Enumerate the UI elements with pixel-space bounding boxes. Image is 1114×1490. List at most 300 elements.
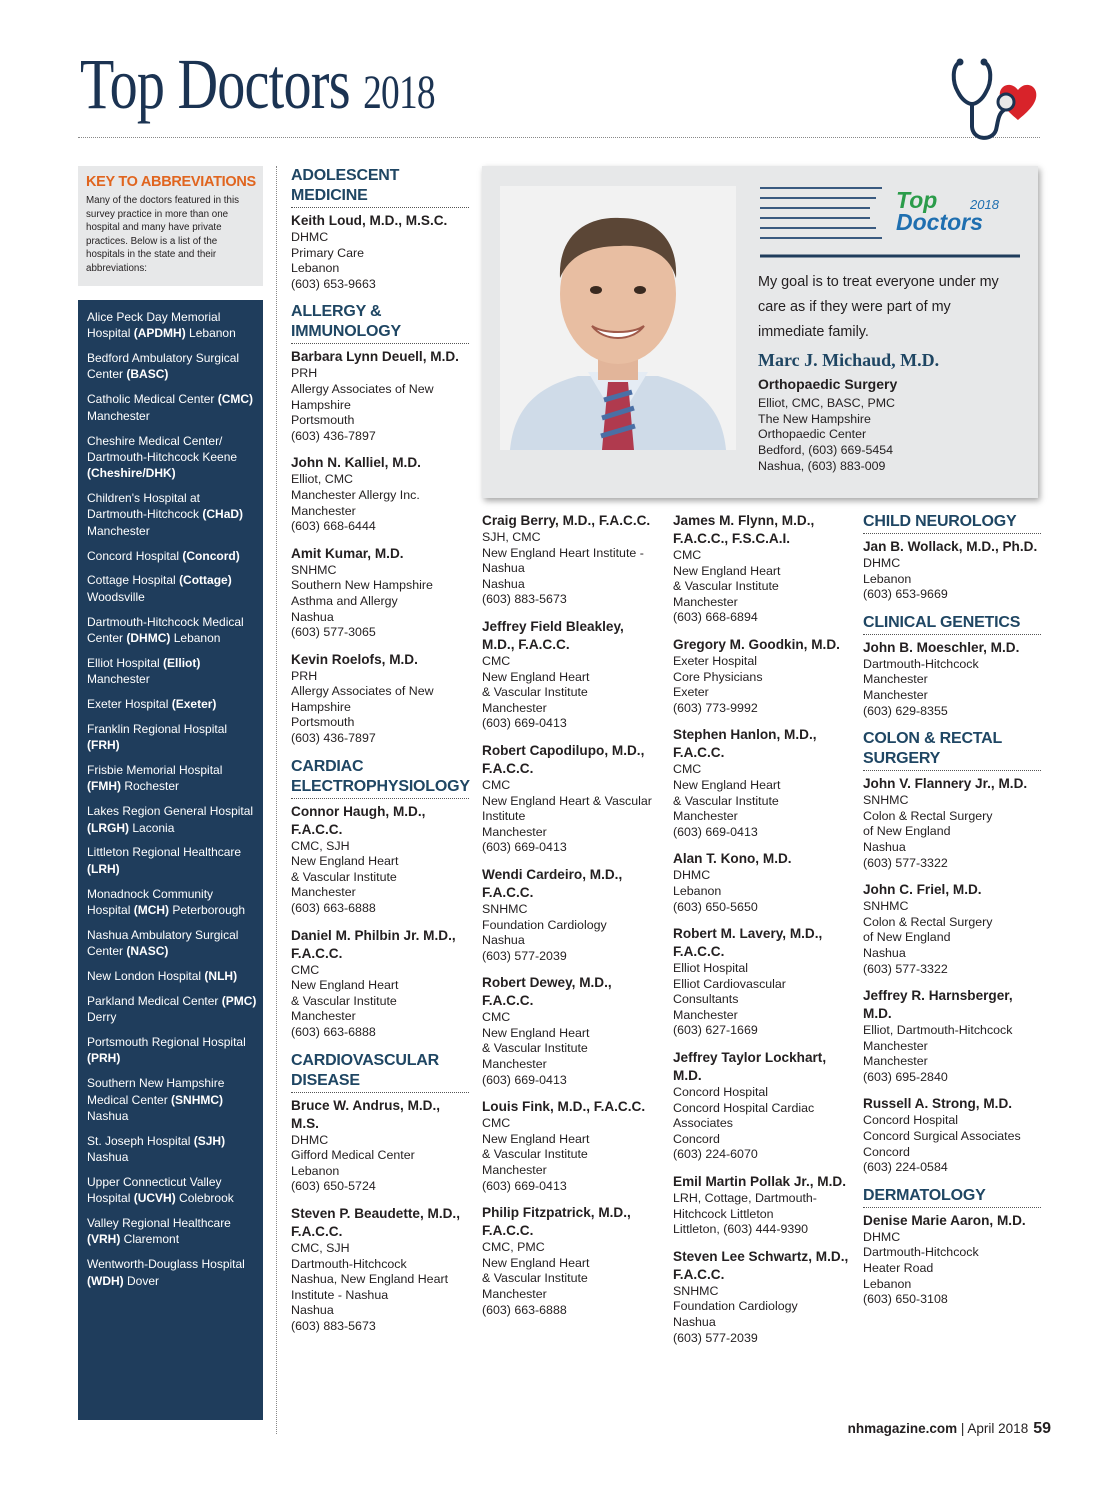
hospital-item <box>87 350 257 383</box>
hospital-name: Cheshire Medical Center/ Dartmouth-Hitchcock Keene <box>87 433 238 464</box>
doctor-detail: Allergy Associates of New Hampshire <box>291 381 434 412</box>
doctor-detail: & Vascular Institute <box>482 1041 588 1056</box>
hospital-item <box>87 968 257 984</box>
hospital-item <box>87 1174 257 1207</box>
doctor-detail: (603) 669-0413 <box>482 716 567 731</box>
doctor-detail: (603) 577-3322 <box>863 961 948 976</box>
doctor-detail: New England Heart <box>673 777 781 792</box>
hospital-item <box>87 993 257 1026</box>
doctor-detail: Core Physicians <box>673 669 763 684</box>
top-doctors-badge <box>758 184 1020 260</box>
doctor-detail: (603) 650-3108 <box>863 1292 948 1307</box>
doctor-entry <box>482 742 660 856</box>
doctor-entry <box>863 1212 1041 1308</box>
doctor-detail: SNHMC <box>673 1283 719 1298</box>
hospital-city: Colebrook <box>179 1191 234 1206</box>
doctor-entry <box>482 974 660 1088</box>
doctor-detail: Lebanon <box>863 571 912 586</box>
specialty-heading: DERMATOLOGY <box>863 1186 1041 1208</box>
doctor-detail: of New England <box>863 824 951 839</box>
doctor-detail: (603) 773-9992 <box>673 700 758 715</box>
hospital-item <box>87 1133 257 1166</box>
doctor-detail: SNHMC <box>863 899 909 914</box>
doctor-detail: (603) 653-9669 <box>863 587 948 602</box>
key-heading: KEY TO ABBREVIATIONS <box>86 174 256 190</box>
doctor-detail: (603) 669-0413 <box>673 824 758 839</box>
hospital-city: Dover <box>127 1273 160 1288</box>
doctor-detail: (603) 669-0413 <box>482 1072 567 1087</box>
hospital-name: Monadnock Community Hospital <box>87 886 214 917</box>
hospital-city: Claremont <box>123 1232 180 1247</box>
doctor-detail: SJH, CMC <box>482 530 541 544</box>
page-title <box>80 44 435 124</box>
doctor-name: Denise Marie Aaron, M.D. <box>863 1212 1026 1228</box>
doctor-detail: (603) 650-5650 <box>673 899 758 914</box>
doctor-name: Jan B. Wollack, M.D., Ph.D. <box>863 539 1038 554</box>
hospital-abbreviation: (VRH) <box>87 1232 121 1247</box>
hospital-city: Peterborough <box>172 902 246 917</box>
doctor-column-4 <box>863 512 1041 1318</box>
hospital-item <box>87 490 257 539</box>
hospital-name: New London Hospital <box>87 969 202 983</box>
doctor-name: Steven Lee Schwartz, M.D., F.A.C.C. <box>673 1248 849 1282</box>
doctor-entry <box>291 454 469 534</box>
doctor-name: Robert Dewey, M.D., F.A.C.C. <box>482 975 612 1009</box>
doctor-name: Emil Martin Pollak Jr., M.D. <box>673 1174 846 1190</box>
hospital-name: Lakes Region General Hospital <box>87 804 254 819</box>
doctor-detail: Allergy Associates of New Hampshire <box>291 684 434 714</box>
doctor-entry <box>291 1205 469 1335</box>
doctor-photo <box>500 186 736 450</box>
doctor-detail: Elliot Cardiovascular Consultants <box>673 976 786 1007</box>
footer-separator: | <box>960 1421 965 1436</box>
doctor-detail: Manchester <box>863 1054 928 1069</box>
doctor-detail: Colon & Rectal Surgery <box>863 914 993 929</box>
doctor-detail: Manchester <box>291 1009 356 1024</box>
doctor-name: Philip Fitzpatrick, M.D., F.A.C.C. <box>482 1205 631 1239</box>
hospital-name: Children's Hospital at Dartmouth-Hitchcock <box>87 491 201 522</box>
doctor-name: Craig Berry, M.D., F.A.C.C. <box>482 513 651 528</box>
doctor-detail: & Vascular Institute <box>482 1271 588 1286</box>
hospital-abbreviation: (PRH) <box>87 1051 121 1066</box>
doctor-detail: Manchester <box>863 1038 928 1053</box>
doctor-detail: New England Heart <box>291 854 399 869</box>
hospital-abbreviation: (Exeter) <box>171 696 217 711</box>
doctor-detail: Colon & Rectal Surgery <box>863 808 993 823</box>
doctor-detail: Nashua <box>863 839 906 854</box>
hospital-name: Catholic Medical Center <box>87 392 215 407</box>
doctor-detail: Manchester <box>673 1007 738 1022</box>
doctor-entry <box>482 618 660 732</box>
hospital-name: Bedford Ambulatory Surgical Center <box>87 351 240 382</box>
hospital-city: Woodsville <box>87 589 145 604</box>
hospital-item <box>87 1034 257 1067</box>
doctor-detail: (603) 653-9663 <box>291 276 376 291</box>
doctor-entry <box>482 1098 660 1194</box>
doctor-detail: DHMC <box>291 230 329 244</box>
doctor-detail: Manchester <box>482 824 547 839</box>
hospital-abbreviation: (DHMC) <box>126 630 171 645</box>
doctor-detail: (603) 669-0413 <box>482 840 567 855</box>
doctor-entry <box>673 1173 851 1238</box>
hospital-name: Nashua Ambulatory Surgical Center <box>87 927 239 959</box>
hospital-name: Franklin Regional Hospital <box>87 721 228 736</box>
doctor-column-3 <box>673 512 851 1356</box>
featured-doctor-specialty: Orthopaedic Surgery <box>758 376 898 392</box>
doctor-detail: SNHMC <box>291 562 337 577</box>
doctor-detail: DHMC <box>673 868 711 883</box>
doctor-detail: Dartmouth-Hitchcock <box>863 656 979 671</box>
doctor-detail: New England Heart & Vascular Institute <box>482 793 652 824</box>
hospital-item <box>87 309 257 342</box>
doctor-name: Alan T. Kono, M.D. <box>673 851 792 867</box>
doctor-detail: Nashua, New England Heart Institute - Nashua <box>291 1272 449 1302</box>
doctor-detail: DHMC <box>863 556 901 570</box>
doctor-name: John N. Kalliel, M.D. <box>291 455 421 471</box>
doctor-name: Daniel M. Philbin Jr. M.D., F.A.C.C. <box>291 927 456 961</box>
doctor-name: Barbara Lynn Deuell, M.D. <box>291 349 459 365</box>
doctor-detail: & Vascular Institute <box>482 1147 588 1162</box>
doctor-entry <box>673 726 851 840</box>
hospital-abbreviation: (LRGH) <box>87 820 129 835</box>
hospital-name: Elliot Hospital <box>87 655 160 670</box>
hospital-name: Cottage Hospital <box>87 573 176 588</box>
doctor-detail: New England Heart <box>482 669 590 684</box>
doctor-detail: Manchester <box>863 672 928 687</box>
hospital-item <box>87 696 257 712</box>
doctor-detail: & Vascular Institute <box>291 993 397 1008</box>
doctor-detail: CMC <box>482 1116 511 1131</box>
hospital-name: Exeter Hospital <box>87 696 169 711</box>
doctor-detail: New England Heart <box>673 563 781 578</box>
doctor-detail: CMC <box>482 653 511 668</box>
doctor-entry <box>673 1049 851 1163</box>
hospital-item <box>87 1215 257 1248</box>
doctor-detail: (603) 436-7897 <box>291 428 376 443</box>
specialty-heading: CARDIOVASCULAR DISEASE <box>291 1051 469 1093</box>
featured-doctor-details <box>758 396 895 475</box>
doctor-detail: CMC <box>673 548 702 562</box>
doctor-detail: Exeter Hospital <box>673 653 758 668</box>
doctor-detail: Lebanon <box>291 261 340 276</box>
doctor-detail: (603) 436-7897 <box>291 731 376 746</box>
doctor-detail: Littleton, (603) 444-9390 <box>673 1222 809 1237</box>
hospital-abbreviation: (MCH) <box>133 902 170 917</box>
doctor-entry <box>291 1097 469 1195</box>
detail-line: Bedford, (603) 669-5454 <box>758 443 894 458</box>
doctor-detail: (603) 577-3322 <box>863 855 948 870</box>
doctor-detail: & Vascular Institute <box>673 793 779 808</box>
badge-doctors: Doctors <box>896 209 983 235</box>
doctor-detail: CMC <box>482 777 511 792</box>
doctor-detail: (603) 668-6894 <box>673 610 758 625</box>
doctor-entry <box>673 1248 851 1346</box>
doctor-name: Bruce W. Andrus, M.D., M.S. <box>291 1097 441 1131</box>
doctor-detail: Dartmouth-Hitchcock <box>863 1245 979 1260</box>
doctor-detail: New England Heart <box>482 1255 590 1270</box>
hospital-abbreviation: (FMH) <box>87 779 121 794</box>
hospital-item <box>87 803 257 836</box>
doctor-detail: of New England <box>863 930 951 945</box>
hospital-name: Upper Connecticut Valley Hospital <box>87 1174 222 1206</box>
doctor-detail: Concord Surgical Associates <box>863 1129 1021 1144</box>
column-divider <box>276 166 277 1434</box>
doctor-detail: (603) 650-5724 <box>291 1179 376 1194</box>
hospital-abbreviation: (Cheshire/DHK) <box>87 466 176 481</box>
doctor-name: Russell A. Strong, M.D. <box>863 1096 1013 1112</box>
doctor-detail: PRH <box>291 668 318 683</box>
featured-doctor-name: Marc J. Michaud, M.D. <box>758 350 940 370</box>
doctor-detail: Manchester <box>291 885 356 900</box>
hospital-abbreviation: (APDMH) <box>133 326 186 341</box>
doctor-name: Steven P. Beaudette, M.D., F.A.C.C. <box>291 1205 460 1239</box>
hospital-name: Parkland Medical Center <box>87 993 219 1008</box>
doctor-name: Gregory M. Goodkin, M.D. <box>673 636 840 652</box>
doctor-detail: Concord <box>673 1131 720 1146</box>
badge-top: Top <box>896 187 938 213</box>
doctor-detail: (603) 695-2840 <box>863 1069 948 1084</box>
hospital-city: Manchester <box>87 523 150 538</box>
badge-year: 2018 <box>970 197 999 212</box>
doctor-detail: Manchester Allergy Inc. <box>291 487 420 502</box>
hospital-city: Rochester <box>124 779 180 794</box>
doctor-entry <box>673 512 851 626</box>
hospital-name: Valley Regional Healthcare <box>87 1216 231 1231</box>
doctor-detail: New England Heart Institute - Nashua <box>482 545 644 576</box>
featured-doctor-box <box>482 166 1038 498</box>
hospital-abbreviation: (Elliot) <box>163 655 201 670</box>
doctor-detail: & Vascular Institute <box>482 685 588 700</box>
hospital-name: Southern New Hampshire Medical Center <box>87 1076 225 1107</box>
hospital-name: Portsmouth Regional Hospital <box>87 1035 246 1050</box>
doctor-name: Kevin Roelofs, M.D. <box>291 651 418 667</box>
hospital-city: Lebanon <box>173 630 221 645</box>
doctor-quote: My goal is to treat everyone under my care as if they were part of my immediate family. <box>758 274 999 340</box>
specialty-heading: CARDIAC ELECTROPHYSIOLOGY <box>291 757 469 799</box>
doctor-entry <box>673 925 851 1039</box>
title-divider <box>78 137 1040 138</box>
hospital-item <box>87 844 257 877</box>
doctor-detail: CMC, SJH <box>291 838 350 853</box>
specialty-heading: CLINICAL GENETICS <box>863 613 1041 635</box>
doctor-detail: & Vascular Institute <box>673 579 779 594</box>
hospital-abbreviation: (NASC) <box>126 944 169 959</box>
doctor-detail: Concord <box>863 1144 910 1159</box>
doctor-column-1 <box>291 166 469 1345</box>
doctor-detail: Nashua <box>482 933 525 948</box>
doctor-entry <box>291 651 469 747</box>
doctor-detail: (603) 883-5673 <box>482 592 567 607</box>
hospital-abbreviation: (SNHMC) <box>171 1092 224 1107</box>
hospital-city: Nashua <box>87 1108 129 1123</box>
hospital-name: Frisbie Memorial Hospital <box>87 763 223 778</box>
hospital-list <box>78 300 263 1420</box>
hospital-abbreviation: (LRH) <box>87 861 120 876</box>
hospital-abbreviation: (FRH) <box>87 738 120 753</box>
hospital-abbreviation: (Concord) <box>182 548 240 563</box>
hospital-item <box>87 1256 257 1289</box>
hospital-abbreviation: (NLH) <box>204 969 238 983</box>
doctor-entry <box>291 927 469 1041</box>
doctor-detail: New England Heart <box>482 1025 590 1040</box>
doctor-detail: (603) 663-6888 <box>482 1302 567 1317</box>
doctor-detail: Manchester <box>482 1057 547 1072</box>
doctor-detail: (603) 224-6070 <box>673 1147 758 1162</box>
hospital-abbreviation: (UCVH) <box>133 1191 176 1206</box>
specialty-heading: CHILD NEUROLOGY <box>863 512 1041 534</box>
hospital-item <box>87 655 257 688</box>
doctor-detail: CMC, PMC <box>482 1240 545 1255</box>
hospital-name: Alice Peck Day Memorial Hospital <box>87 310 221 341</box>
detail-line: Nashua, (603) 883-009 <box>758 458 886 473</box>
doctor-detail: Manchester <box>482 1163 547 1178</box>
doctor-detail: (603) 883-5673 <box>291 1318 376 1333</box>
doctor-detail: CMC, SJH <box>291 1240 350 1255</box>
stethoscope-heart-icon <box>946 56 1042 148</box>
hospital-abbreviation: (SJH) <box>193 1133 226 1148</box>
hospital-item <box>87 886 257 919</box>
doctor-detail: Gifford Medical Center <box>291 1148 415 1163</box>
doctor-detail: Portsmouth <box>291 715 355 730</box>
hospital-item <box>87 762 257 795</box>
doctor-detail: New England Heart <box>291 978 399 993</box>
doctor-detail: Heater Road <box>863 1261 934 1276</box>
doctor-name: Wendi Cardeiro, M.D., F.A.C.C. <box>482 866 623 900</box>
doctor-detail: (603) 629-8355 <box>863 703 948 718</box>
doctor-entry <box>291 803 469 917</box>
doctor-name: Louis Fink, M.D., F.A.C.C. <box>482 1099 646 1115</box>
doctor-detail: Lebanon <box>673 883 722 898</box>
doctor-entry <box>291 348 469 444</box>
hospital-name: Littleton Regional Healthcare <box>87 845 242 860</box>
doctor-entry <box>673 636 851 716</box>
doctor-detail: (603) 577-2039 <box>482 948 567 963</box>
doctor-name: Jeffrey Taylor Lockhart, M.D. <box>673 1050 827 1084</box>
doctor-entry <box>673 850 851 915</box>
doctor-column-2 <box>482 512 660 1328</box>
hospital-item <box>87 391 257 424</box>
specialty-heading: ALLERGY & IMMUNOLOGY <box>291 302 469 344</box>
hospital-city: Laconia <box>132 820 175 835</box>
doctor-detail: Primary Care <box>291 245 364 260</box>
doctor-detail: Manchester <box>673 594 738 609</box>
doctor-name: Jeffrey R. Harnsberger, M.D. <box>863 988 1013 1022</box>
doctor-detail: LRH, Cottage, Dartmouth-Hitchcock Littleton <box>673 1191 817 1221</box>
doctor-detail: PRH <box>291 366 318 381</box>
doctor-name: John C. Friel, M.D. <box>863 882 982 898</box>
page-number: 59 <box>1033 1420 1051 1437</box>
hospital-name: Concord Hospital <box>87 548 180 563</box>
footer-issue: April 2018 <box>967 1421 1029 1436</box>
doctor-detail: Exeter <box>673 685 709 700</box>
doctor-name: Amit Kumar, M.D. <box>291 545 404 561</box>
hospital-name: Dartmouth-Hitchcock Medical Center <box>87 614 244 645</box>
specialty-heading: COLON & RECTAL SURGERY <box>863 729 1041 771</box>
hospital-abbreviation: (CHaD) <box>202 507 244 522</box>
hospital-item <box>87 614 257 647</box>
doctor-detail: Concord Hospital <box>863 1113 959 1128</box>
hospital-item <box>87 1075 257 1124</box>
doctor-detail: Nashua <box>863 945 906 960</box>
doctor-detail: (603) 224-0584 <box>863 1160 948 1175</box>
doctor-detail: Manchester <box>863 687 928 702</box>
hospital-abbreviation: (CMC) <box>217 392 254 407</box>
doctor-entry <box>863 538 1041 603</box>
hospital-name: St. Joseph Hospital <box>87 1133 191 1148</box>
hospital-abbreviation: (PMC) <box>221 993 257 1008</box>
doctor-detail: Manchester <box>482 700 547 715</box>
hospital-item <box>87 927 257 960</box>
doctor-detail: SNHMC <box>482 901 528 916</box>
detail-line: Elliot, CMC, BASC, PMC <box>758 396 896 410</box>
doctor-entry <box>291 545 469 641</box>
doctor-name: Robert Capodilupo, M.D., F.A.C.C. <box>482 742 645 776</box>
hospital-name: Wentworth-Douglass Hospital <box>87 1257 245 1272</box>
doctor-detail: Elliot, Dartmouth-Hitchcock <box>863 1023 1013 1038</box>
doctor-detail: Foundation Cardiology <box>482 917 607 932</box>
hospital-abbreviation: (Cottage) <box>179 573 232 588</box>
hospital-item <box>87 721 257 754</box>
doctor-detail: (603) 577-2039 <box>673 1330 758 1345</box>
doctor-detail: Manchester <box>482 1287 547 1301</box>
doctor-detail: & Vascular Institute <box>291 869 397 884</box>
doctor-detail: Concord Hospital Cardiac Associates <box>673 1100 815 1131</box>
doctor-entry <box>863 775 1041 871</box>
doctor-detail: (603) 668-6444 <box>291 519 376 534</box>
doctor-name: Robert M. Lavery, M.D., F.A.C.C. <box>673 926 823 960</box>
doctor-detail: Nashua <box>291 609 334 624</box>
doctor-detail: CMC <box>673 762 702 777</box>
specialty-heading: ADOLESCENT MEDICINE <box>291 166 469 208</box>
doctor-detail: Elliot Hospital <box>673 961 749 976</box>
doctor-detail: Foundation Cardiology <box>673 1299 798 1314</box>
detail-line: Orthopaedic Center <box>758 427 867 442</box>
doctor-detail: CMC <box>482 1010 511 1025</box>
hospital-item <box>87 433 257 482</box>
doctor-detail: Manchester <box>291 503 356 518</box>
doctor-entry <box>482 1204 660 1318</box>
doctor-name: John B. Moeschler, M.D. <box>863 639 1020 655</box>
footer-site: nhmagazine.com <box>847 1421 958 1436</box>
doctor-detail: (603) 627-1669 <box>673 1023 758 1038</box>
doctor-name: Connor Haugh, M.D., F.A.C.C. <box>291 803 426 837</box>
hospital-item <box>87 548 257 564</box>
doctor-detail: (603) 663-6888 <box>291 901 376 916</box>
doctor-entry <box>863 1095 1041 1175</box>
doctor-name: Keith Loud, M.D., M.S.C. <box>291 213 448 228</box>
doctor-entry <box>291 212 469 292</box>
key-description: Many of the doctors featured in this survey practice in more than one hospital and many have private practices. Below is a list of the hospitals in the state and their abbreviations: <box>86 195 240 274</box>
doctor-detail: (603) 669-0413 <box>482 1178 567 1193</box>
doctor-detail: CMC <box>291 962 320 977</box>
doctor-detail: Elliot, CMC <box>291 472 353 487</box>
doctor-detail: Lebanon <box>291 1163 340 1178</box>
title-main: Top Doctors <box>80 44 350 124</box>
doctor-entry <box>863 987 1041 1085</box>
doctor-detail: Lebanon <box>863 1276 912 1291</box>
hospital-item <box>87 572 257 605</box>
doctor-entry <box>863 881 1041 977</box>
hospital-city: Manchester <box>87 672 150 687</box>
doctor-detail: DHMC <box>863 1229 901 1244</box>
doctor-detail: Nashua <box>673 1315 716 1329</box>
abbreviations-key <box>78 166 263 286</box>
doctor-detail: Southern New Hampshire Asthma and Allergy <box>291 578 433 608</box>
page-footer <box>848 1420 1051 1438</box>
doctor-name: John V. Flannery Jr., M.D. <box>863 776 1028 792</box>
doctor-detail: Concord Hospital <box>673 1085 769 1100</box>
doctor-name: James M. Flynn, M.D., F.A.C.C., F.S.C.A.I. <box>673 513 815 546</box>
